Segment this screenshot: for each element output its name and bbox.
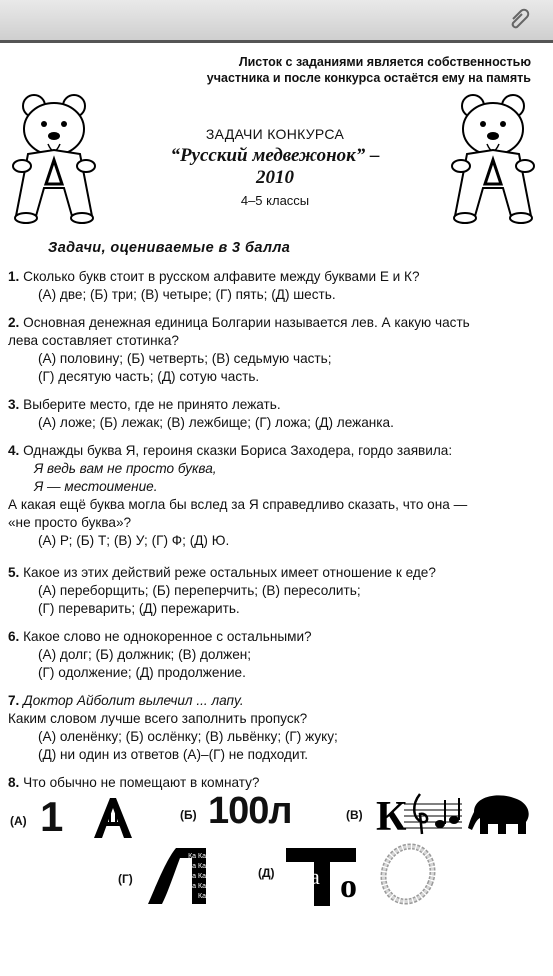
paperclip-icon[interactable] bbox=[505, 5, 531, 31]
option-g-label: (Г) bbox=[118, 872, 133, 886]
letter-l-ka-image: Ка Ка Ка Ка Ка Ка Ка Ка Ка bbox=[146, 846, 208, 906]
contest-title: ЗАДАЧИ КОНКУРСА “Русский медвежонок” – 2010 4–5 классы bbox=[170, 126, 380, 208]
letter-t-with-letters-image: а о bbox=[286, 846, 372, 908]
question-7: 7. Доктор Айболит вылечил ... лапу. Каким словом лучше всего заполнить пропуск? (А) оленёнку; (Б) ослёнку; (В) львёнку; (Г) жуку; (Д) ни один из ответов (А)–(Г) не подходит. bbox=[8, 693, 338, 762]
bear-mascot-right bbox=[445, 84, 541, 224]
key-and-elephant-image bbox=[376, 790, 536, 836]
option-d-label: (Д) bbox=[258, 866, 275, 880]
question-3: 3. Выберите место, где не принято лежать. (А) ложе; (Б) лежак; (В) лежбище; (Г) ложа; (Д) лежанка. bbox=[8, 397, 394, 430]
question-8: 8. Что обычно не помещают в комнату? bbox=[8, 775, 260, 790]
question-5: 5. Какое из этих действий реже остальных имеет отношение к еде? (А) переборщить; (Б) переперчить; (В) пересолить; (Г) переварить; (Д) пережарить. bbox=[8, 565, 436, 616]
ownership-note: Листок с заданиями является собственностью участника и после конкурса остаётся ему на память bbox=[206, 55, 531, 85]
question-6: 6. Какое слово не однокоренное с остальными? (А) долг; (Б) должник; (В) должен; (Г) одолжение; (Д) продолжение. bbox=[8, 629, 312, 680]
section-heading: Задачи, оцениваемые в 3 балла bbox=[48, 240, 291, 256]
option-v-label: (В) bbox=[346, 808, 363, 822]
letter-a-image bbox=[90, 796, 136, 840]
bear-mascot-left bbox=[6, 84, 102, 224]
question-4: 4. Однажды буква Я, героиня сказки Бориса Заходера, гордо заявила: Я ведь вам не просто буква, Я — местоимение. А какая ещё буква могла бы вслед за Я справедливо сказать, что она — «не просто буква»? (А) Р; (Б) Т; (В) У; (Г) Ф; (Д) Ю. bbox=[8, 443, 468, 548]
option-b-label: (Б) bbox=[180, 808, 197, 822]
svg-text:К: К bbox=[376, 794, 407, 836]
digit-one-image: 1 bbox=[40, 793, 64, 840]
viewer-toolbar bbox=[0, 0, 553, 43]
option-a-label: (А) bbox=[10, 814, 27, 828]
question-1: 1. Сколько букв стоит в русском алфавите между буквами Е и К? (А) две; (Б) три; (В) четыре; (Г) пять; (Д) шесть. bbox=[8, 269, 420, 302]
question-2: 2. Основная денежная единица Болгарии называется лев. А какую часть лева составляет стотинка? (А) половину; (Б) четверть; (В) седьмую часть; (Г) десятую часть; (Д) сотую часть. bbox=[8, 315, 470, 384]
hundred-liters-image: 100л bbox=[208, 790, 292, 832]
pearl-necklace-image bbox=[372, 840, 440, 910]
